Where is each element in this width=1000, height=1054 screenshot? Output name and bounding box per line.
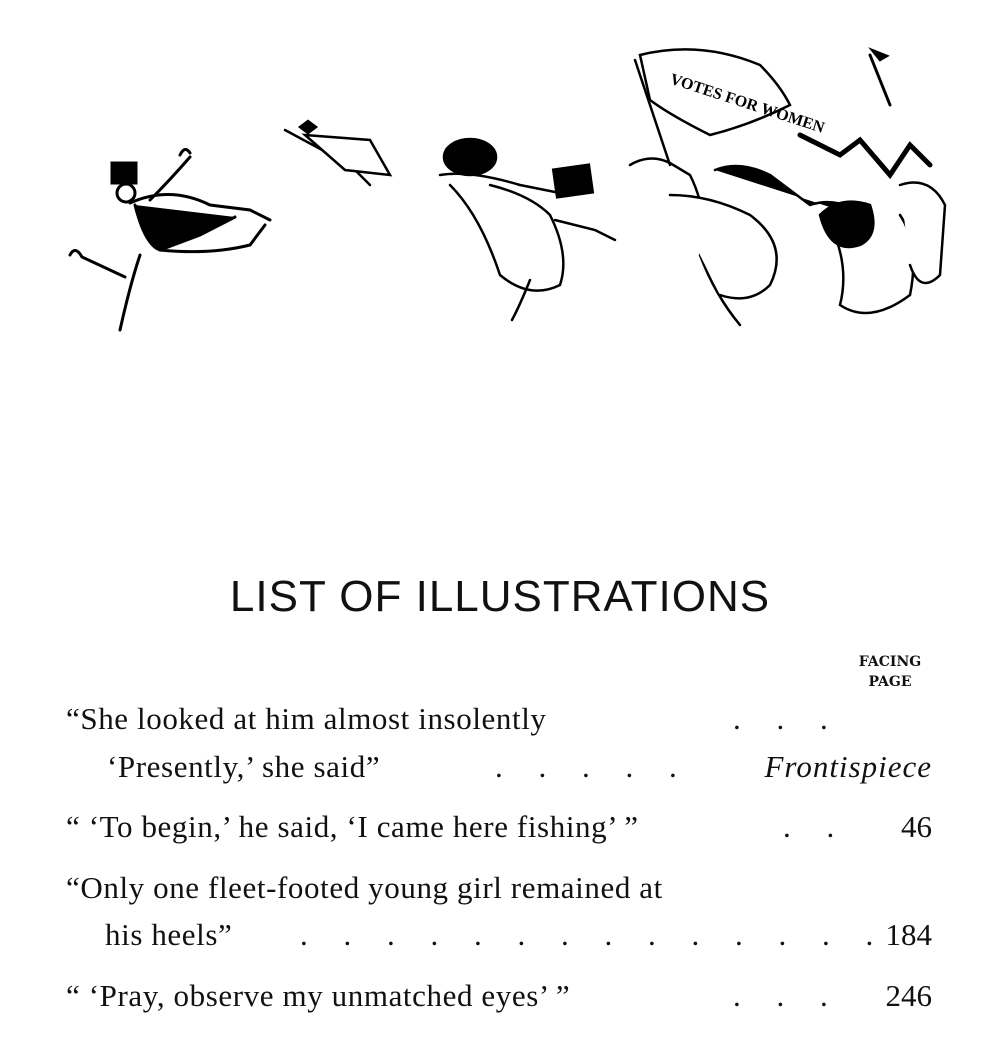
entry-4-leader-dots: . . . xyxy=(733,978,842,1013)
entry-1-leader-dots-1: . . . xyxy=(733,701,842,736)
entry-1-leader-dots-2: . . . . . xyxy=(495,749,691,784)
facing-label-line-1: FACING xyxy=(858,654,922,670)
facing-label-line-2: PAGE xyxy=(868,674,912,690)
entry-3-page: 184 xyxy=(885,917,932,952)
banner-text: VOTES FOR WOMEN xyxy=(667,70,827,137)
entry-3-leader-dots: . . . . . . . . . . . . . . xyxy=(300,917,888,952)
entry-1-page: Frontispiece xyxy=(764,749,932,784)
suffragette-procession-illustration xyxy=(50,45,950,345)
entry-3-line-2: his heels” xyxy=(105,917,233,952)
woman-with-umbrella-figure xyxy=(285,121,615,320)
entry-1-line-1: “She looked at him almost insolently xyxy=(66,701,547,736)
entry-2-page: 46 xyxy=(901,809,932,844)
facing-page-label xyxy=(835,652,945,692)
entry-4-page: 246 xyxy=(885,978,932,1013)
entry-3-line-1: “Only one fleet-footed young girl remained at xyxy=(66,870,663,905)
page-title: LIST OF ILLUSTRATIONS xyxy=(229,572,771,621)
entry-1-line-2: ‘Presently,’ she said” xyxy=(107,749,381,784)
entry-2-leader-dots: . . xyxy=(783,809,849,844)
entry-2-line-1: “ ‘To begin,’ he said, ‘I came here fishing’ ” xyxy=(66,809,639,844)
running-man-figure xyxy=(70,149,270,330)
suffragette-crowd-figure xyxy=(630,49,945,325)
entry-4-line-1: “ ‘Pray, observe my unmatched eyes’ ” xyxy=(66,978,571,1013)
